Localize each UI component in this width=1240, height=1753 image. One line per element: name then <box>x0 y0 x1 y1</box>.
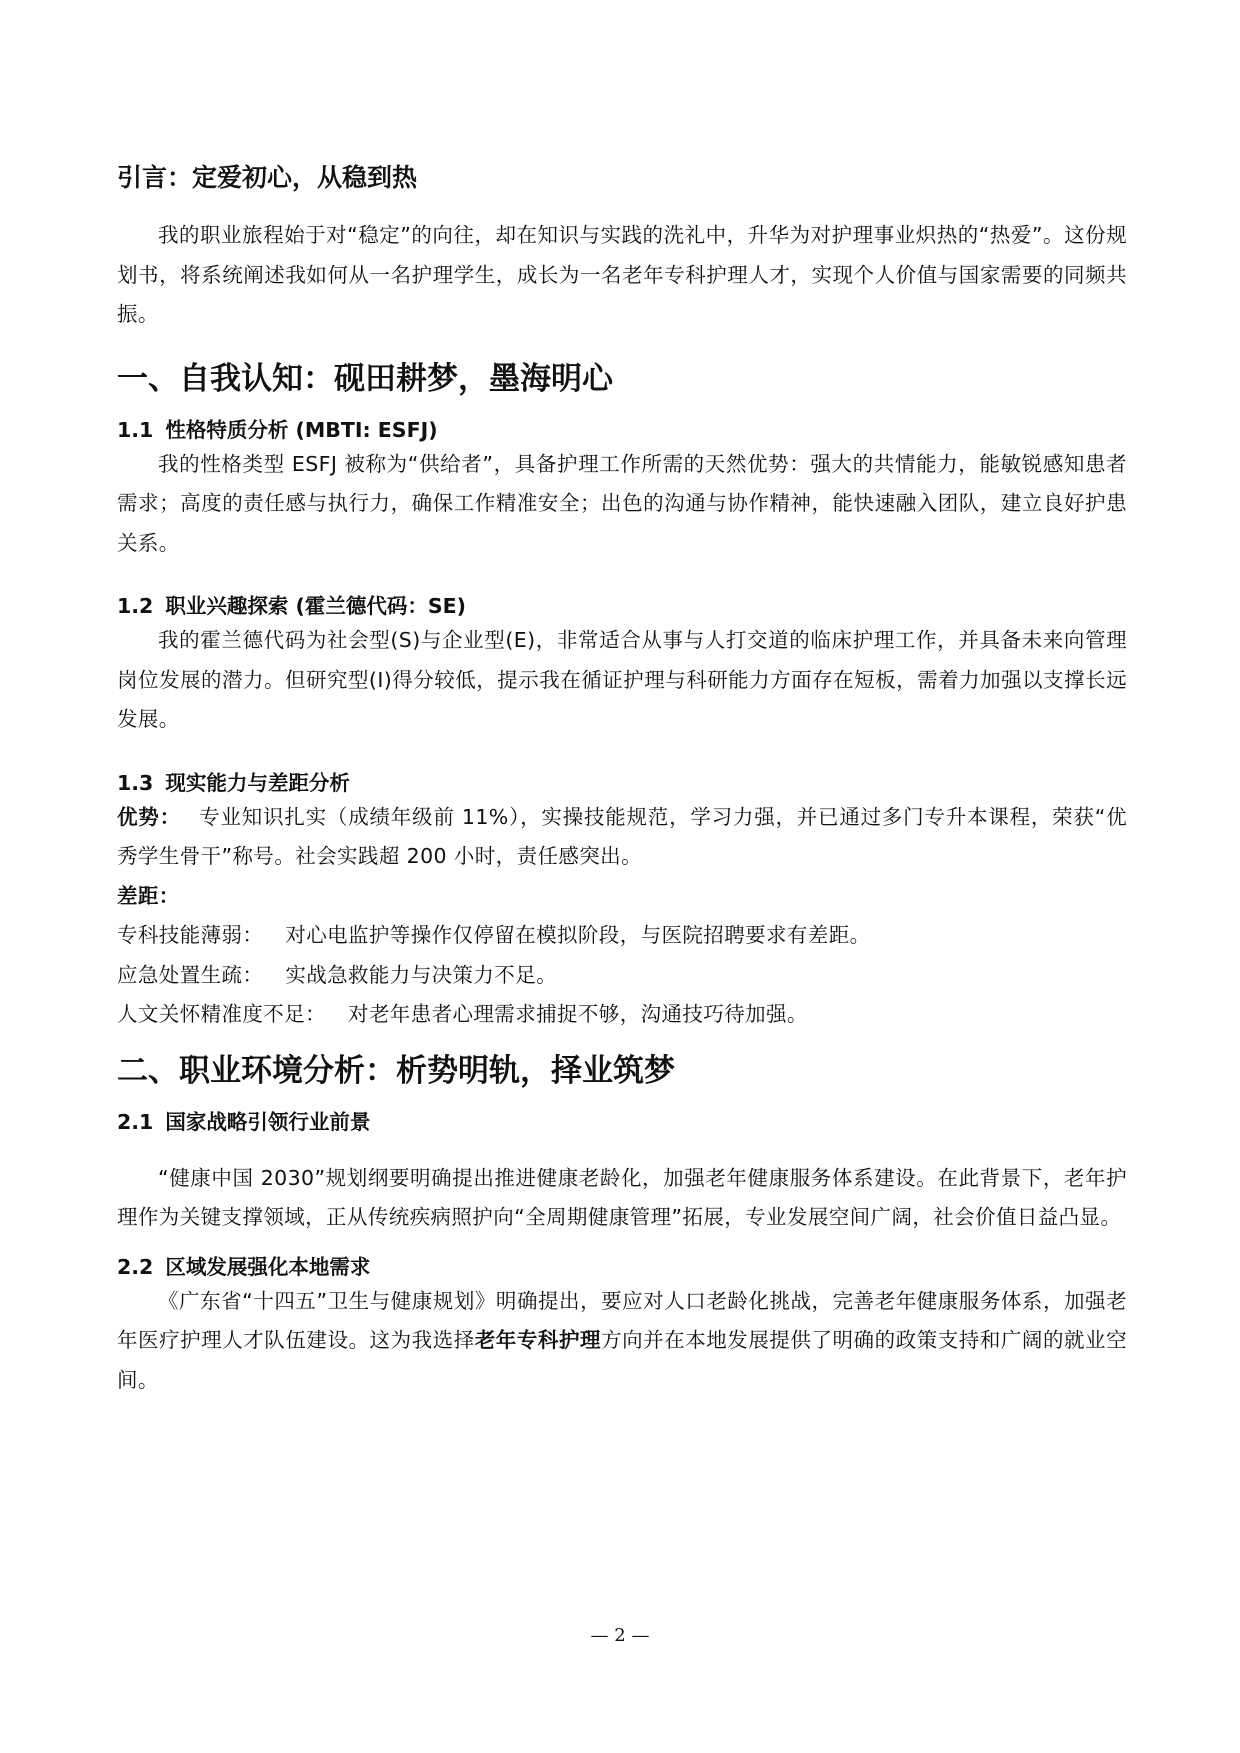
section1-heading: 一、自我认知：砚田耕梦，墨海明心 <box>117 360 613 397</box>
gaps-label: 差距： <box>117 883 180 908</box>
subsection-1-1-paragraph: 我的性格类型 ESFJ 被称为“供给者”，具备护理工作所需的天然优势：强大的共情能力，能敏锐感知患者需求；高度的责任感与执行力，确保工作精准安全；出色的沟通与协作精神，能快速融入团队，建立良好护患关系。 <box>117 451 1127 555</box>
subsection-2-2-highlight: 老年专科护理 <box>474 1328 602 1352</box>
subsection-2-2-number: 2.2 <box>117 1254 154 1279</box>
intro-heading: 引言：定爱初心，从稳到热 <box>117 163 418 192</box>
subsection-2-1-paragraph: “健康中国 2030”规划纲要明确提出推进健康老龄化，加强老年健康服务体系建设。在此背景下，老年护理作为关键支撑领域，正从传统疾病照护向“全周期健康管理”拓展，专业发展空间广阔，社会价值日益凸显。 <box>117 1165 1127 1229</box>
gap-item <box>117 995 1127 1035</box>
subsection-2-1-heading <box>117 1107 1127 1137</box>
subsection-1-1-number: 1.1 <box>117 417 154 442</box>
subsection-2-1-title: 国家战略引领行业前景 <box>165 1109 371 1134</box>
subsection-1-1-title: 性格特质分析 (MBTI: ESFJ) <box>165 417 438 442</box>
page-number: — 2 — <box>590 1625 650 1646</box>
gap-item-text: 对老年患者心理需求捕捉不够，沟通技巧待加强。 <box>348 1002 808 1026</box>
subsection-2-2-heading <box>117 1252 1127 1282</box>
subsection-2-2-title: 区域发展强化本地需求 <box>165 1254 371 1279</box>
gap-item-label: 人文关怀精准度不足： <box>117 1002 326 1026</box>
gap-item-text: 实战急救能力与决策力不足。 <box>285 962 558 987</box>
subsection-1-1-heading <box>117 415 1127 445</box>
gap-item <box>117 956 1127 996</box>
subsection-1-2-title: 职业兴趣探索 (霍兰德代码：SE) <box>165 594 466 618</box>
subsection-1-3-title: 现实能力与差距分析 <box>165 770 350 795</box>
strengths-label: 优势： <box>117 804 181 829</box>
section2-heading: 二、职业环境分析：析势明轨，择业筑梦 <box>117 1052 675 1089</box>
subsection-1-2-number: 1.2 <box>117 594 154 618</box>
subsection-2-1-number: 2.1 <box>117 1109 154 1134</box>
subsection-1-2-heading <box>117 591 1127 621</box>
subsection-1-3-heading <box>117 768 1127 798</box>
subsection-2-2-text-after: 方向并在本地发展提供了明确的政策支持和广阔的就业空间。 <box>117 1328 1127 1392</box>
subsection-1-3-number: 1.3 <box>117 770 154 795</box>
document-page <box>117 160 1127 1400</box>
gap-item-label: 应急处置生疏： <box>117 962 264 987</box>
subsection-1-2-paragraph: 我的霍兰德代码为社会型(S)与企业型(E)，非常适合从事与人打交道的临床护理工作，并具备未来向管理岗位发展的潜力。但研究型(I)得分较低，提示我在循证护理与科研能力方面存在短板，需着力加强以支撑长远发展。 <box>117 628 1127 731</box>
subsection-2-2-paragraph <box>117 1282 1127 1401</box>
gap-item-text: 对心电监护等操作仅停留在模拟阶段，与医院招聘要求有差距。 <box>285 923 871 947</box>
strengths-text: 专业知识扎实（成绩年级前 11%），实操技能规范，学习力强，并已通过多门专升本课程，荣获“优秀学生骨干”称号。社会实践超 200 小时，责任感突出。 <box>117 804 1128 868</box>
subsection-2-2-text-before: 《广东省“十四五”卫生与健康规划》明确提出，要应对人口老龄化挑战，完善老年健康服务体系，加强老年医疗护理人才队伍建设。这为我选择 <box>117 1288 1127 1352</box>
intro-paragraph: 我的职业旅程始于对“稳定”的向往，却在知识与实践的洗礼中，升华为对护理事业炽热的“热爱”。这份规划书，将系统阐述我如何从一名护理学生，成长为一名老年专科护理人才，实现个人价值与国家需要的同频共振。 <box>117 223 1127 326</box>
gap-item <box>117 916 1127 956</box>
gap-item-label: 专科技能薄弱： <box>117 923 264 947</box>
strengths-paragraph <box>117 798 1127 877</box>
